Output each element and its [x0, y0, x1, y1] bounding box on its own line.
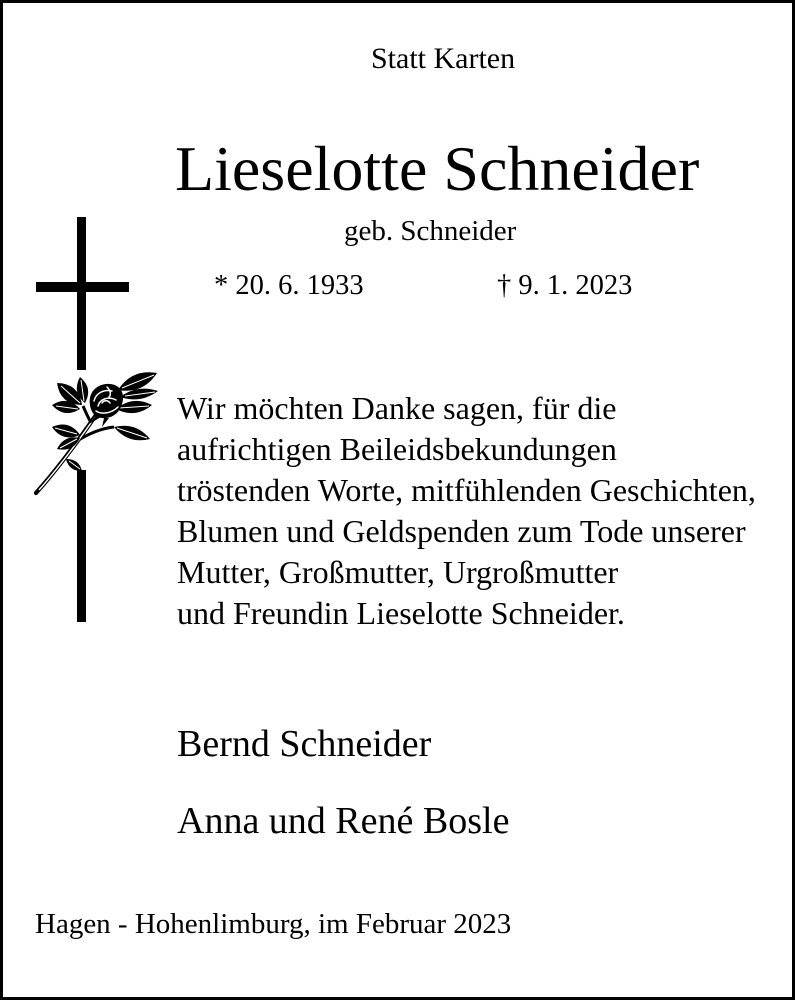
message-line: aufrichtigen Beileidsbekundungen	[177, 431, 617, 467]
deceased-name: Lieselotte Schneider	[175, 133, 700, 204]
signatory-name: Anna und René Bosle	[177, 800, 510, 842]
message-line: Blumen und Geldspenden zum Tode unserer	[177, 513, 746, 549]
death-date: † 9. 1. 2023	[497, 270, 633, 301]
signatory-name: Bernd Schneider	[177, 723, 432, 765]
maiden-name: geb. Schneider	[344, 215, 517, 247]
rose-icon	[30, 365, 165, 500]
cross-vertical-upper	[77, 217, 86, 370]
cross-horizontal	[36, 282, 129, 292]
message-body	[177, 388, 756, 634]
rose-bloom	[89, 384, 123, 427]
rose-stem	[36, 406, 114, 493]
message-line: Mutter, Großmutter, Urgroßmutter	[177, 554, 619, 590]
message-line: tröstenden Worte, mitfühlenden Geschichten,	[177, 472, 756, 508]
place-date: Hagen - Hohenlimburg, im Februar 2023	[35, 908, 512, 940]
header-text: Statt Karten	[371, 42, 516, 75]
message-line: und Freundin Lieselotte Schneider.	[177, 595, 625, 631]
birth-date: * 20. 6. 1933	[214, 270, 364, 301]
message-line: Wir möchten Danke sagen, für die	[177, 390, 617, 426]
